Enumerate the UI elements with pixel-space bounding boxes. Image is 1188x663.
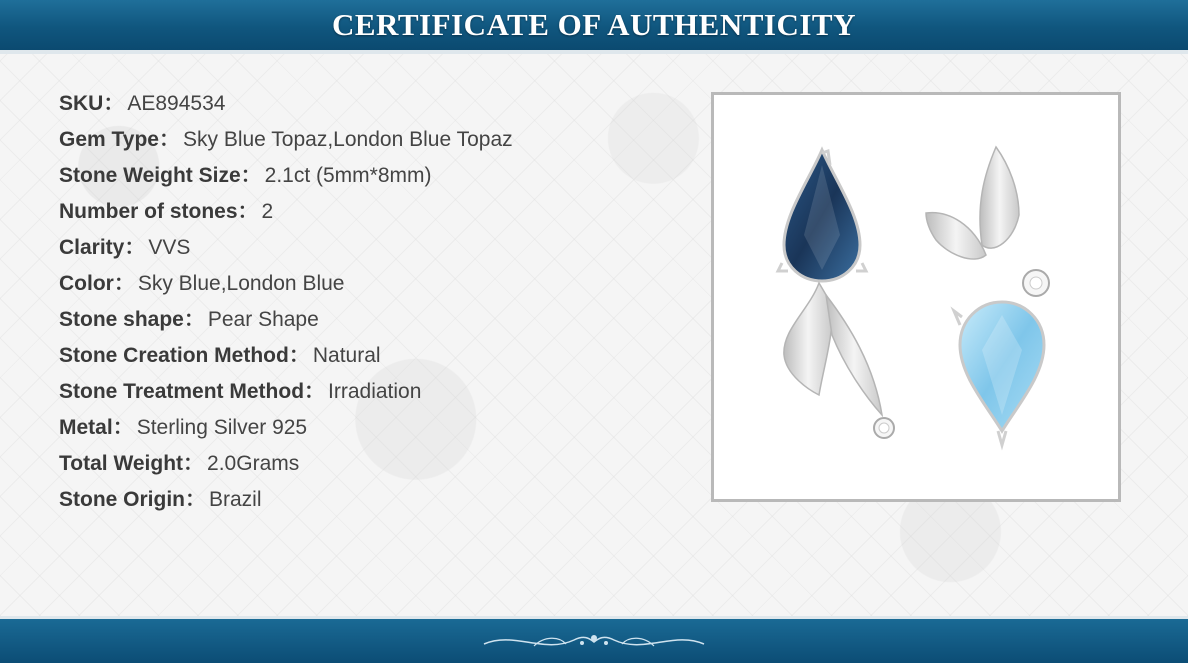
spec-separator: ： (183, 308, 205, 331)
header-banner (0, 0, 1188, 54)
diamond-facet (879, 423, 889, 433)
spec-value: 2.1ct (5mm*8mm) (264, 164, 432, 187)
spec-value: AE894534 (127, 92, 226, 115)
spec-label: Stone Origin (59, 488, 185, 511)
spec-label: Stone shape (59, 308, 184, 331)
spec-value: Sky Blue Topaz,London Blue Topaz (182, 128, 513, 151)
spec-label: Metal (59, 416, 113, 439)
spec-value: Pear Shape (207, 308, 319, 331)
spec-label: Stone Treatment Method (59, 380, 305, 403)
spec-value: 2.0Grams (207, 452, 300, 475)
spec-row-gem-type (59, 122, 679, 158)
spec-row-metal (59, 410, 679, 446)
spec-separator: ： (185, 488, 206, 511)
spec-separator: ： (112, 416, 134, 439)
spec-separator: ： (124, 236, 146, 259)
spec-row-stone-weight (59, 158, 679, 194)
diamond-facet (1030, 277, 1042, 289)
silver-leaf (980, 147, 1019, 248)
spec-separator: ： (240, 164, 262, 187)
spec-value: Irradiation (328, 380, 422, 403)
spec-value: Sky Blue,London Blue (137, 272, 345, 295)
spec-row-treatment-method (59, 374, 679, 410)
prong (954, 311, 962, 325)
spec-row-color (59, 266, 679, 302)
spec-separator: ： (304, 380, 326, 403)
spec-separator: ： (113, 272, 135, 295)
spec-label: Clarity (59, 236, 125, 259)
spec-value: Natural (312, 344, 381, 367)
spec-separator: ： (237, 200, 259, 223)
spec-row-sku (59, 86, 679, 122)
spec-label: Stone Weight Size (59, 164, 241, 187)
flourish-icon (474, 626, 714, 656)
spec-label: Gem Type (59, 128, 159, 151)
spec-separator: ： (183, 452, 205, 475)
page-title: CERTIFICATE OF AUTHENTICITY (331, 7, 856, 42)
product-photo-frame (711, 92, 1121, 502)
spec-row-creation-method (59, 338, 679, 374)
spec-row-total-weight (59, 446, 679, 482)
spec-row-stone-shape (59, 302, 679, 338)
spec-label: Color (59, 272, 114, 295)
spec-label: Stone Creation Method (59, 344, 289, 367)
silver-leaf (826, 295, 882, 415)
spec-list (59, 86, 679, 518)
spec-row-number-of-stones (59, 194, 679, 230)
footer-banner (0, 616, 1188, 663)
spec-separator: ： (288, 344, 310, 367)
spec-row-stone-origin (59, 482, 679, 518)
spec-separator: ： (103, 92, 125, 115)
spec-value: VVS (148, 236, 191, 259)
spec-row-clarity (59, 230, 679, 266)
spec-label: SKU (59, 92, 104, 115)
earrings-image (714, 95, 1118, 499)
left-earring (778, 150, 894, 438)
right-earring (926, 147, 1049, 445)
spec-label: Number of stones (59, 200, 238, 223)
spec-value: 2 (261, 200, 274, 223)
spec-separator: ： (158, 128, 180, 151)
spec-label: Total Weight (59, 452, 184, 475)
prong (778, 263, 788, 271)
silver-leaf (784, 283, 832, 395)
prong (856, 263, 866, 271)
silver-leaf (926, 213, 986, 259)
spec-value: Sterling Silver 925 (136, 416, 308, 439)
spec-value: Brazil (209, 488, 262, 511)
